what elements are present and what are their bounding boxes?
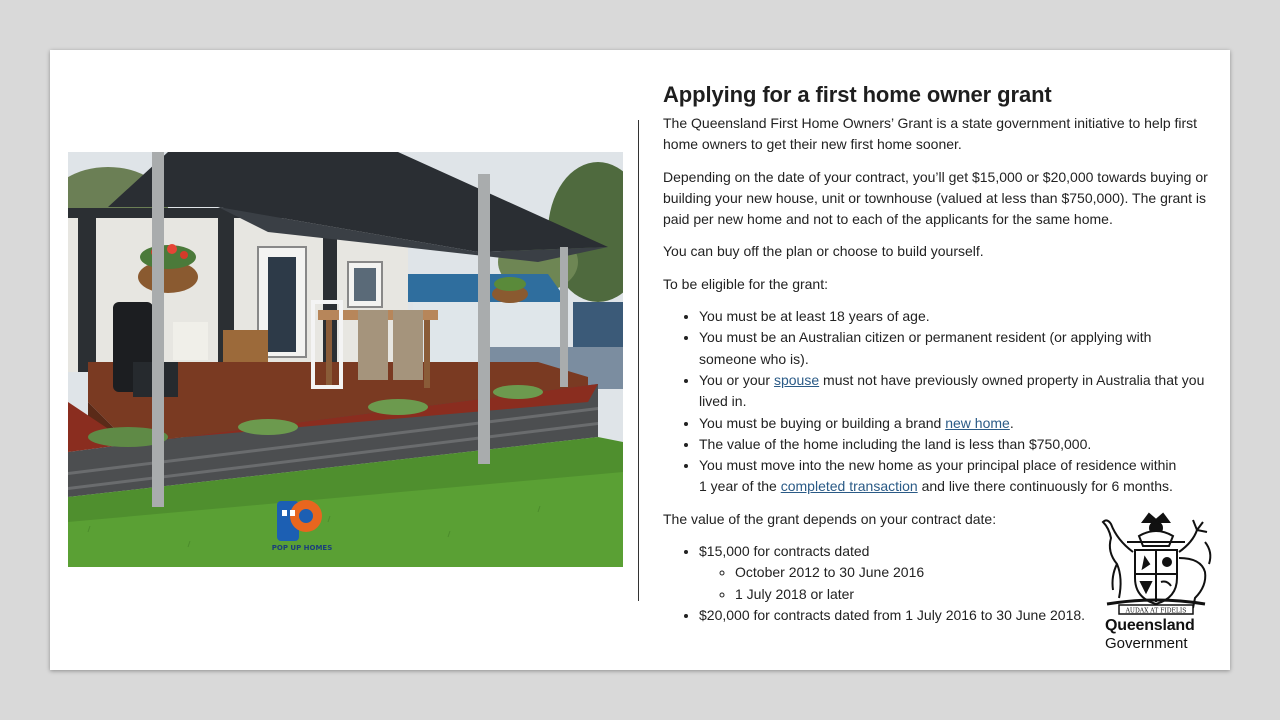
list-item-text: You must move into the new home as your principal place of residence within 1 year of the [699, 457, 1177, 495]
list-item-text: You must be buying or building a brand [699, 414, 946, 431]
list-item: • $20,000 for contracts dated from 1 July 2016 to 30 June 2018. [699, 605, 1213, 626]
period-item: ◦ 1 July 2018 or later [735, 584, 1213, 605]
list-item-text: . [1009, 414, 1014, 431]
list-item-text: $15,000 for contracts dated [699, 543, 870, 560]
spouse-link[interactable]: spouse [773, 371, 820, 388]
build-paragraph: You can buy off the plan or choose to build yourself. [663, 243, 984, 260]
list-item-text: You or your [699, 371, 774, 388]
list-item [699, 370, 1213, 413]
government-subtitle: Government [1105, 635, 1188, 652]
svg-text:POP UP HOMES: POP UP HOMES [272, 544, 332, 552]
list-item: • You must be at least 18 years of age. [699, 306, 1213, 327]
list-item [699, 455, 1213, 498]
contract-paragraph: Depending on the date of your contract, you’ll get $15,000 or $20,000 towards buying or building your new house, unit or townhouse (valued at less than $750,000). The grant is paid per new home and not to each of the applicants for the same home. [663, 168, 1208, 228]
list-item: • The value of the home including the land is less than $750,000. [699, 434, 1213, 455]
motto-text: AUDAX AT FIDELIS [1125, 607, 1187, 615]
intro-paragraph: The Queensland First Home Owners’ Grant is a state government initiative to help first home owners to get their new first home sooner. [663, 115, 1198, 153]
list-item: • You must be an Australian citizen or permanent resident (or applying with someone who is). [699, 327, 1213, 370]
period-item: ◦ October 2012 to 30 June 2016 [735, 562, 1213, 583]
vertical-divider [638, 120, 639, 601]
list-item-text: and live there continuously for 6 months. [917, 478, 1173, 495]
list-item-text: must not have previously owned property in Australia that you lived in. [699, 371, 1205, 410]
completed-transaction-link[interactable]: completed transaction [780, 478, 918, 495]
pop-up-homes-logo [272, 498, 332, 558]
list-item [699, 413, 1213, 434]
eligibility-list [663, 306, 1213, 498]
eligibility-heading: To be eligible for the grant: [663, 275, 828, 292]
page-title: Applying for a first home owner grant [663, 82, 1052, 107]
grant-value-heading: The value of the grant depends on your contract date: [663, 510, 997, 527]
slide [50, 50, 1230, 670]
government-wordmark [1105, 617, 1205, 652]
new-home-link[interactable]: new home [945, 414, 1010, 431]
house-photo [68, 152, 623, 567]
government-name: Queensland [1105, 617, 1195, 634]
